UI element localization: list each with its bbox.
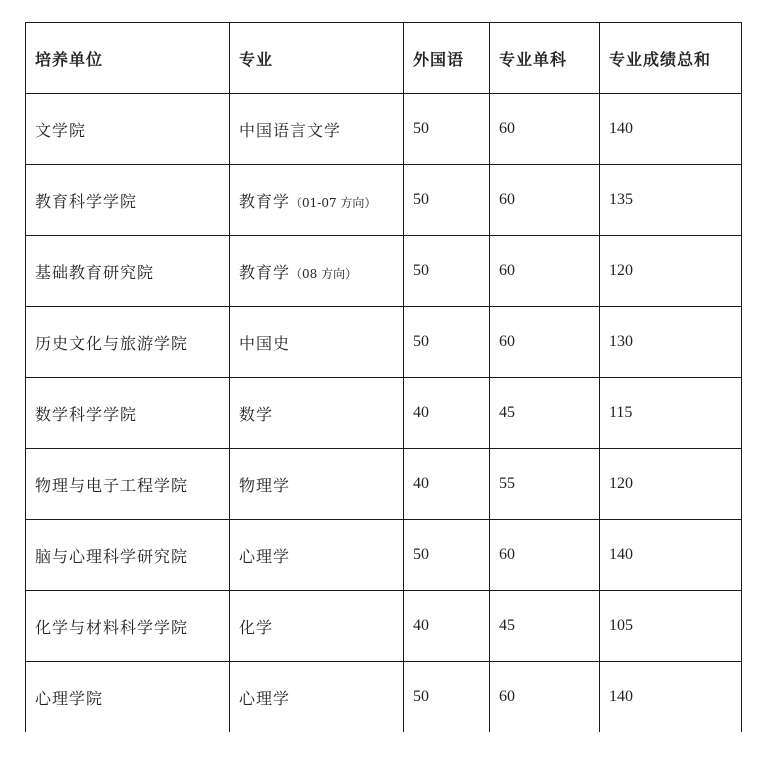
cell-unit: 物理与电子工程学院 [26, 449, 230, 520]
cell-unit: 基础教育研究院 [26, 236, 230, 307]
major-name: 心理学 [239, 688, 291, 708]
header-major: 专业 [230, 23, 404, 94]
cell-major-total: 120 [600, 449, 742, 520]
major-name: 中国语言文学 [239, 120, 342, 140]
cell-foreign-language: 50 [404, 307, 490, 378]
cell-major [230, 591, 404, 662]
cell-unit: 心理学院 [26, 662, 230, 733]
header-major-total-score: 专业成绩总和 [600, 23, 742, 94]
cell-major-total: 135 [600, 165, 742, 236]
cell-major-single: 55 [490, 449, 600, 520]
table-row [26, 236, 742, 307]
cell-major [230, 378, 404, 449]
table-row [26, 307, 742, 378]
cell-major-total: 120 [600, 236, 742, 307]
cell-foreign-language: 50 [404, 236, 490, 307]
cell-major-single: 60 [490, 165, 600, 236]
cell-major-single: 60 [490, 94, 600, 165]
cell-major [230, 94, 404, 165]
cell-major-total: 140 [600, 520, 742, 591]
cell-major [230, 307, 404, 378]
cell-major-single: 45 [490, 378, 600, 449]
cell-major-single: 45 [490, 591, 600, 662]
cell-unit: 数学科学学院 [26, 378, 230, 449]
table-row [26, 94, 742, 165]
major-name: 化学 [239, 617, 274, 637]
score-table [25, 22, 742, 732]
cell-major-total: 105 [600, 591, 742, 662]
table-header-row [26, 23, 742, 94]
cell-unit: 化学与材料科学学院 [26, 591, 230, 662]
header-foreign-language: 外国语 [404, 23, 490, 94]
cell-foreign-language: 40 [404, 449, 490, 520]
cell-major [230, 520, 404, 591]
cell-major-total: 115 [600, 378, 742, 449]
major-name: 教育学 [239, 262, 291, 282]
cell-foreign-language: 50 [404, 662, 490, 733]
cell-major [230, 165, 404, 236]
table-row [26, 591, 742, 662]
cell-major [230, 236, 404, 307]
cell-foreign-language: 50 [404, 165, 490, 236]
cell-major-total: 140 [600, 94, 742, 165]
cell-unit: 历史文化与旅游学院 [26, 307, 230, 378]
cell-major-single: 60 [490, 662, 600, 733]
score-table-container [25, 22, 741, 732]
cell-major-total: 130 [600, 307, 742, 378]
major-name: 数学 [239, 404, 274, 424]
cell-major-single: 60 [490, 307, 600, 378]
cell-major [230, 449, 404, 520]
table-row [26, 165, 742, 236]
major-direction: （08 方向） [290, 266, 358, 281]
cell-unit: 文学院 [26, 94, 230, 165]
cell-unit: 脑与心理科学研究院 [26, 520, 230, 591]
cell-unit: 教育科学学院 [26, 165, 230, 236]
header-major-single-subject: 专业单科 [490, 23, 600, 94]
header-unit: 培养单位 [26, 23, 230, 94]
major-name: 心理学 [239, 546, 291, 566]
cell-foreign-language: 50 [404, 520, 490, 591]
major-name: 物理学 [239, 475, 291, 495]
cell-major-single: 60 [490, 520, 600, 591]
cell-foreign-language: 40 [404, 378, 490, 449]
table-row [26, 449, 742, 520]
cell-foreign-language: 50 [404, 94, 490, 165]
cell-foreign-language: 40 [404, 591, 490, 662]
major-direction: （01-07 方向） [290, 195, 377, 210]
cell-major-single: 60 [490, 236, 600, 307]
table-row [26, 378, 742, 449]
table-row [26, 520, 742, 591]
major-name: 教育学 [239, 191, 291, 211]
cell-major-total: 140 [600, 662, 742, 733]
cell-major [230, 662, 404, 733]
major-name: 中国史 [239, 333, 291, 353]
table-row [26, 662, 742, 733]
